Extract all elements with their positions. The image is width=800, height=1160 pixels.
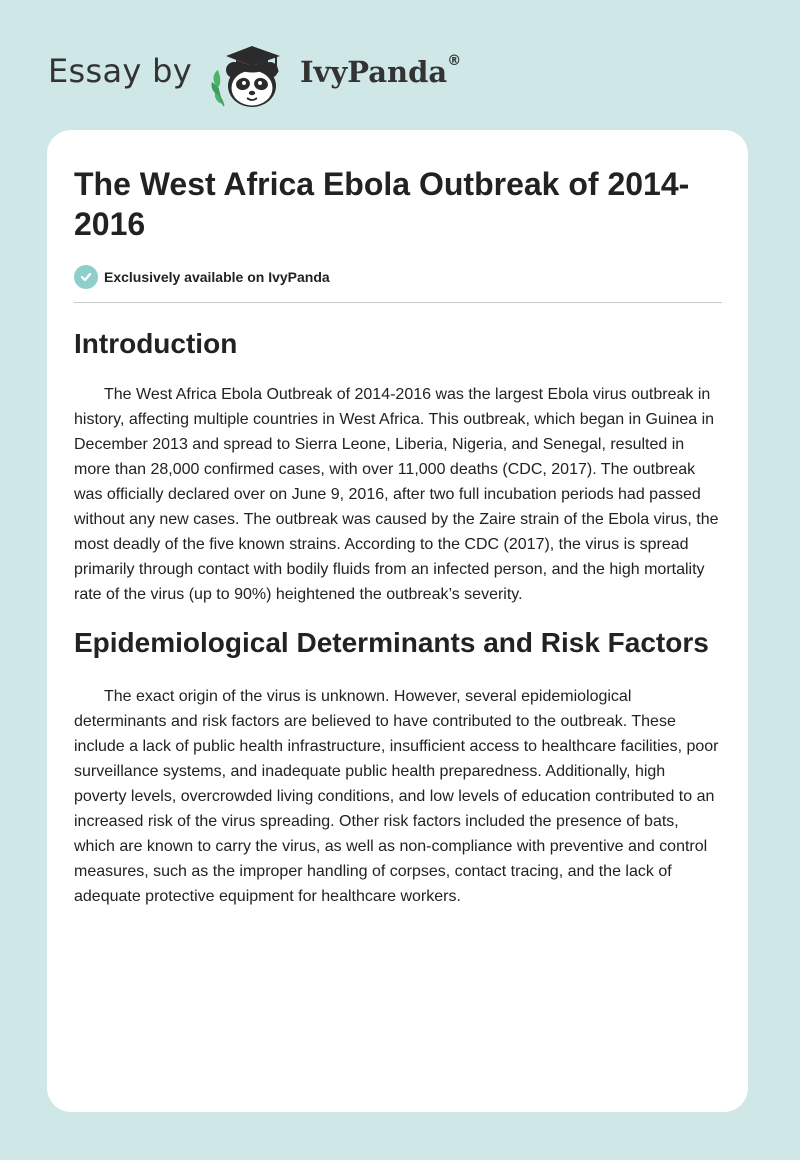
essay-by-label: Essay by — [48, 52, 192, 90]
brand-name[interactable]: IvyPanda® — [299, 53, 462, 89]
exclusive-badge-label: Exclusively available on IvyPanda — [104, 269, 330, 285]
section-body-epidemiological-determinants: The exact origin of the virus is unknown. However, several epidemiological determinants and risk factors are believed to have contributed to the outbreak. These include a lack of public health infrastructure, insufficient access to healthcare facilities, poor surveillance systems, and inadequate public health preparedness. Additionally, high poverty levels, overcrowded living conditions, and low levels of education contributed to an increased risk of the virus spreading. Other risk factors included the presence of bats, which are known to carry the virus, as well as non-compliance with preventive and control measures, such as the improper handling of corpses, contact tracing, and the lack of adequate protective equipment for healthcare workers. — [74, 688, 719, 905]
divider — [74, 302, 722, 303]
section-heading-introduction: Introduction — [74, 328, 238, 359]
section-heading-epidemiological-determinants: Epidemiological Determinants and Risk Factors — [74, 627, 709, 658]
essay-card — [47, 130, 748, 1112]
panda-graduate-icon[interactable] — [204, 36, 296, 110]
essay-content — [74, 164, 722, 909]
site-header — [48, 36, 461, 110]
check-circle-icon — [74, 265, 98, 289]
registered-mark: ® — [447, 53, 462, 69]
section-body-introduction: The West Africa Ebola Outbreak of 2014-2016 was the largest Ebola virus outbreak in history, affecting multiple countries in West Africa. This outbreak, which began in Guinea in December 2013 and spread to Sierra Leone, Liberia, Nigeria, and Senegal, resulted in more than 28,000 confirmed cases, with over 11,000 deaths (CDC, 2017). The outbreak was officially declared over on June 9, 2016, after two full incubation periods had passed without any new cases. The outbreak was caused by the Zaire strain of the Ebola virus, the most deadly of the five known strains. According to the CDC (2017), the virus is spread primarily through contact with bodily fluids from an infected person, and the high mortality rate of the virus (up to 90%) heightened the outbreak’s severity. — [74, 386, 719, 603]
essay-title: The West Africa Ebola Outbreak of 2014-2016 — [74, 166, 690, 242]
exclusive-badge — [74, 265, 722, 289]
